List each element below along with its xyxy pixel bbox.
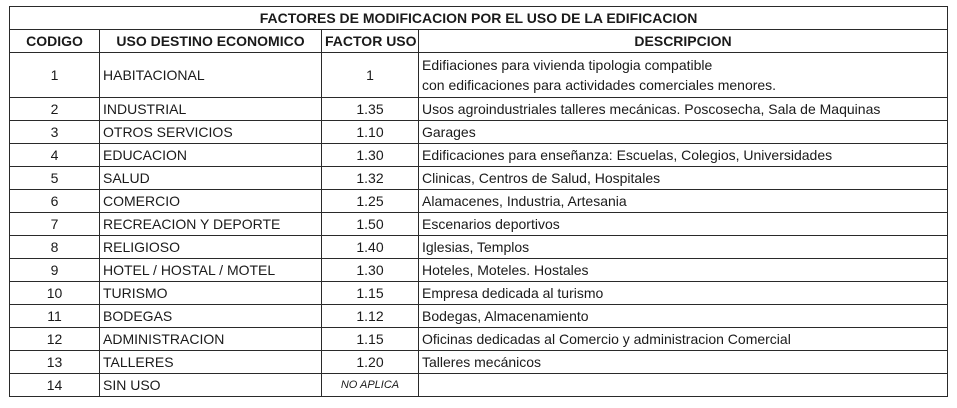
- cell-descripcion: Escenarios deportivos: [419, 213, 948, 236]
- cell-uso: HOTEL / HOSTAL / MOTEL: [100, 259, 322, 282]
- cell-descripcion: Talleres mecánicos: [419, 351, 948, 374]
- cell-factor: 1: [322, 53, 419, 98]
- header-codigo: CODIGO: [10, 30, 100, 53]
- table-row: [10, 236, 948, 259]
- cell-uso: EDUCACION: [100, 144, 322, 167]
- table-title: FACTORES DE MODIFICACION POR EL USO DE LA EDIFICACION: [10, 7, 948, 30]
- description-line: con edificaciones para actividades comerciales menores.: [422, 77, 777, 93]
- table-row: [10, 190, 948, 213]
- cell-uso: COMERCIO: [100, 190, 322, 213]
- cell-uso: ADMINISTRACION: [100, 328, 322, 351]
- cell-descripcion: Hoteles, Moteles. Hostales: [419, 259, 948, 282]
- header-uso: USO DESTINO ECONOMICO: [100, 30, 322, 53]
- table-row: [10, 144, 948, 167]
- cell-codigo: 10: [10, 282, 100, 305]
- cell-uso: SIN USO: [100, 374, 322, 397]
- cell-uso: INDUSTRIAL: [100, 98, 322, 121]
- table-row: [10, 305, 948, 328]
- table-row: [10, 259, 948, 282]
- cell-descripcion: Empresa dedicada al turismo: [419, 282, 948, 305]
- cell-factor: 1.35: [322, 98, 419, 121]
- cell-factor: 1.10: [322, 121, 419, 144]
- cell-uso: RECREACION Y DEPORTE: [100, 213, 322, 236]
- cell-codigo: 9: [10, 259, 100, 282]
- cell-factor: 1.15: [322, 328, 419, 351]
- cell-codigo: 7: [10, 213, 100, 236]
- table-row: [10, 351, 948, 374]
- table-row: [10, 374, 948, 397]
- cell-codigo: 5: [10, 167, 100, 190]
- cell-codigo: 11: [10, 305, 100, 328]
- header-descripcion: DESCRIPCION: [419, 30, 948, 53]
- cell-codigo: 3: [10, 121, 100, 144]
- cell-codigo: 2: [10, 98, 100, 121]
- cell-codigo: 14: [10, 374, 100, 397]
- cell-uso: OTROS SERVICIOS: [100, 121, 322, 144]
- cell-uso: SALUD: [100, 167, 322, 190]
- cell-codigo: 1: [10, 53, 100, 98]
- cell-descripcion: Oficinas dedicadas al Comercio y administracion Comercial: [419, 328, 948, 351]
- cell-descripcion: Garages: [419, 121, 948, 144]
- table-row: [10, 328, 948, 351]
- cell-uso: RELIGIOSO: [100, 236, 322, 259]
- cell-factor: 1.12: [322, 305, 419, 328]
- cell-factor: 1.20: [322, 351, 419, 374]
- cell-descripcion: Clinicas, Centros de Salud, Hospitales: [419, 167, 948, 190]
- factors-table: [9, 6, 948, 397]
- cell-codigo: 4: [10, 144, 100, 167]
- cell-descripcion: Edificaciones para enseñanza: Escuelas, Colegios, Universidades: [419, 144, 948, 167]
- title-row: [10, 7, 948, 30]
- table-row: [10, 213, 948, 236]
- description-line: Edifiaciones para vivienda tipologia compatible: [422, 57, 713, 73]
- cell-factor: 1.40: [322, 236, 419, 259]
- cell-descripcion: Alamacenes, Industria, Artesania: [419, 190, 948, 213]
- cell-uso: TALLERES: [100, 351, 322, 374]
- cell-uso: BODEGAS: [100, 305, 322, 328]
- cell-factor: NO APLICA: [322, 374, 419, 397]
- cell-codigo: 8: [10, 236, 100, 259]
- table-row: [10, 282, 948, 305]
- cell-descripcion: Bodegas, Almacenamiento: [419, 305, 948, 328]
- cell-factor: 1.25: [322, 190, 419, 213]
- cell-descripcion: Usos agroindustriales talleres mecánicas. Poscosecha, Sala de Maquinas: [419, 98, 948, 121]
- cell-uso: HABITACIONAL: [100, 53, 322, 98]
- cell-factor: 1.50: [322, 213, 419, 236]
- cell-factor: 1.30: [322, 144, 419, 167]
- table-row: [10, 167, 948, 190]
- cell-descripcion: [419, 374, 948, 397]
- cell-descripcion: [419, 53, 948, 98]
- cell-factor: 1.15: [322, 282, 419, 305]
- cell-uso: TURISMO: [100, 282, 322, 305]
- cell-factor: 1.32: [322, 167, 419, 190]
- table-row: [10, 53, 948, 98]
- cell-descripcion: Iglesias, Templos: [419, 236, 948, 259]
- cell-codigo: 13: [10, 351, 100, 374]
- header-factor: FACTOR USO: [322, 30, 419, 53]
- table-row: [10, 98, 948, 121]
- header-row: [10, 30, 948, 53]
- cell-factor: 1.30: [322, 259, 419, 282]
- cell-codigo: 6: [10, 190, 100, 213]
- table-row: [10, 121, 948, 144]
- cell-codigo: 12: [10, 328, 100, 351]
